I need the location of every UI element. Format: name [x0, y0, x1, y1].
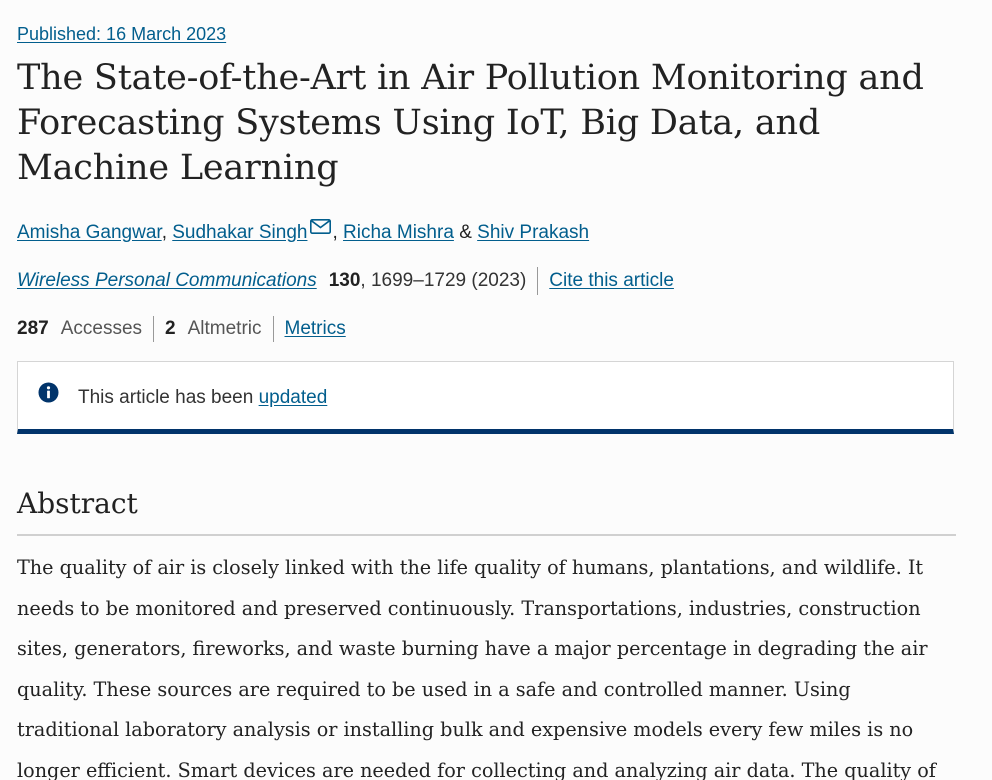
author-link-shiv-prakash[interactable]: Shiv Prakash [477, 222, 590, 243]
divider [153, 316, 154, 342]
abstract-line: quality. These sources are required to be used in a safe and controlled manner. Using [17, 677, 851, 701]
author-list [17, 216, 589, 246]
article-title: The State-of-the-Art in Air Pollution Monitoring and Forecasting Systems Using IoT, Big Data, and Machine Learning [17, 58, 924, 188]
abstract-line: longer efficient. Smart devices are needed for collecting and analyzing air data. The quality of [17, 758, 936, 780]
author-link-richa-mishra[interactable]: Richa Mishra [343, 222, 454, 243]
pages-year: , 1699–1729 (2023) [360, 270, 527, 291]
author-link-sudhakar-singh[interactable]: Sudhakar Singh [172, 222, 308, 243]
altmetric-count: 2 [165, 318, 176, 339]
published-date-link[interactable]: Published: 16 March 2023 [17, 24, 227, 44]
abstract-body [17, 548, 957, 780]
abstract-line: needs to be monitored and preserved continuously. Transportations, industries, construction [17, 596, 921, 620]
volume-number: 130 [328, 270, 361, 291]
abstract-heading: Abstract [17, 487, 138, 520]
abstract-divider [17, 534, 956, 536]
divider [537, 267, 538, 295]
author-separator-and: & [459, 222, 472, 243]
accesses-count: 287 [17, 318, 49, 339]
cite-article-link[interactable]: Cite this article [549, 270, 674, 291]
abstract-line: sites, generators, fireworks, and waste burning have a major percentage in degrading the air [17, 637, 928, 661]
update-notice [17, 361, 954, 434]
divider [273, 316, 274, 342]
author-separator: , [332, 222, 338, 243]
mail-icon[interactable] [310, 216, 331, 242]
updated-link[interactable]: updated [258, 387, 328, 408]
citation-line [17, 267, 674, 295]
altmetric-label: Altmetric [187, 318, 262, 339]
info-icon [38, 382, 59, 408]
article-metrics [17, 315, 346, 343]
metrics-link[interactable]: Metrics [284, 318, 346, 339]
notice-text [78, 385, 327, 411]
journal-link[interactable]: Wireless Personal Communications [17, 270, 317, 291]
author-link-amisha-gangwar[interactable]: Amisha Gangwar [17, 222, 162, 243]
notice-message: This article has been [78, 387, 254, 408]
accesses-label: Accesses [60, 318, 143, 339]
abstract-line: The quality of air is closely linked with the life quality of humans, plantations, and wildlife. It [17, 556, 924, 579]
abstract-line: traditional laboratory analysis or installing bulk and expensive models every few miles is no [17, 718, 914, 742]
author-separator: , [161, 222, 167, 243]
